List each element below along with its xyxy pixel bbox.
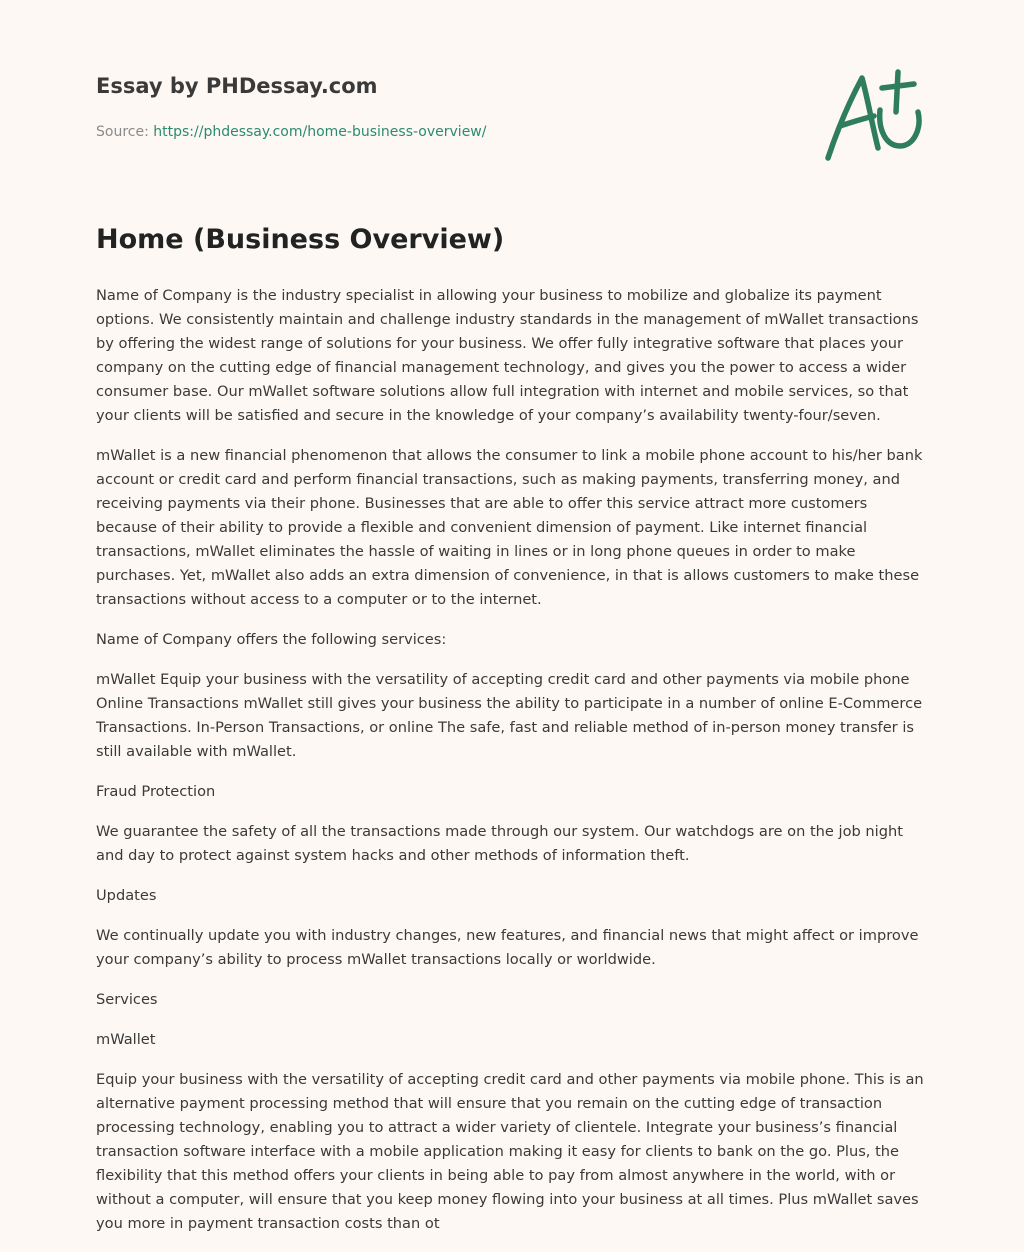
essay-paragraph: mWallet is a new financial phenomenon that allows the consumer to link a mobile phone account to his/her bank account or credit card and perform financial transactions, such as making payments, transferring money, and receiving payments via their phone. Businesses that are able to offer this service attract more customers because of their ability to provide a flexible and convenient dimension of payment. Like internet financial transactions, mWallet eliminates the hassle of waiting in lines or in long phone queues in order to make purchases. Yet, mWallet also adds an extra dimension of convenience, in that is allows customers to make these transactions without access to a computer or to the internet. — [96, 447, 923, 608]
site-title: Essay by PHDessay.com — [96, 74, 378, 98]
essay-title: Home (Business Overview) — [96, 224, 505, 255]
source-label: Source: — [96, 124, 154, 140]
essay-paragraph: We guarantee the safety of all the transactions made through our system. Our watchdogs are on the job night and day to protect against system hacks and other methods of information theft. — [96, 823, 903, 864]
essay-paragraph: We continually update you with industry changes, new features, and financial news that might affect or improve your company’s ability to process mWallet transactions locally or worldwide. — [96, 927, 919, 968]
section-heading-fraud-protection: Fraud Protection — [96, 783, 216, 800]
a-plus-logo — [818, 66, 930, 168]
source-link[interactable]: https://phdessay.com/home-business-overview/ — [153, 124, 487, 140]
section-heading-services: Services — [96, 991, 158, 1008]
essay-paragraph: mWallet Equip your business with the versatility of accepting credit card and other payments via mobile phone Online Transactions mWallet still gives your business the ability to participate in a number of online E-Commerce Transactions. In-Person Transactions, or online The safe, fast and reliable method of in-person money transfer is still available with mWallet. — [96, 671, 923, 760]
section-heading-updates: Updates — [96, 887, 157, 904]
essay-paragraph: Name of Company offers the following services: — [96, 631, 447, 648]
essay-paragraph: Name of Company is the industry specialist in allowing your business to mobilize and globalize its payment options. We consistently maintain and challenge industry standards in the management of mWallet transactions by offering the widest range of solutions for your business. We offer fully integrative software that places your company on the cutting edge of financial management technology, and gives you the power to access a wider consumer base. Our mWallet software solutions allow full integration with internet and mobile services, so that your clients will be satisfied and secure in the knowledge of your company’s availability twenty-four/seven. — [96, 287, 919, 424]
essay-paragraph: Equip your business with the versatility of accepting credit card and other payments via mobile phone. This is an alternative payment processing method that will ensure that you remain on the cutting edge of transaction processing technology, enabling you to attract a wider variety of clientele. Integrate your business’s financial transaction software interface with a mobile application making it easy for clients to bank on the go. Plus, the flexibility that this method offers your clients in being able to pay from almost anywhere in the world, with or without a computer, will ensure that you keep money flowing into your business at all times. Plus mWallet saves you more in payment transaction costs than ot — [96, 1071, 924, 1232]
essay-body — [96, 284, 932, 1252]
source-line — [96, 124, 486, 140]
section-heading-mwallet: mWallet — [96, 1031, 156, 1048]
